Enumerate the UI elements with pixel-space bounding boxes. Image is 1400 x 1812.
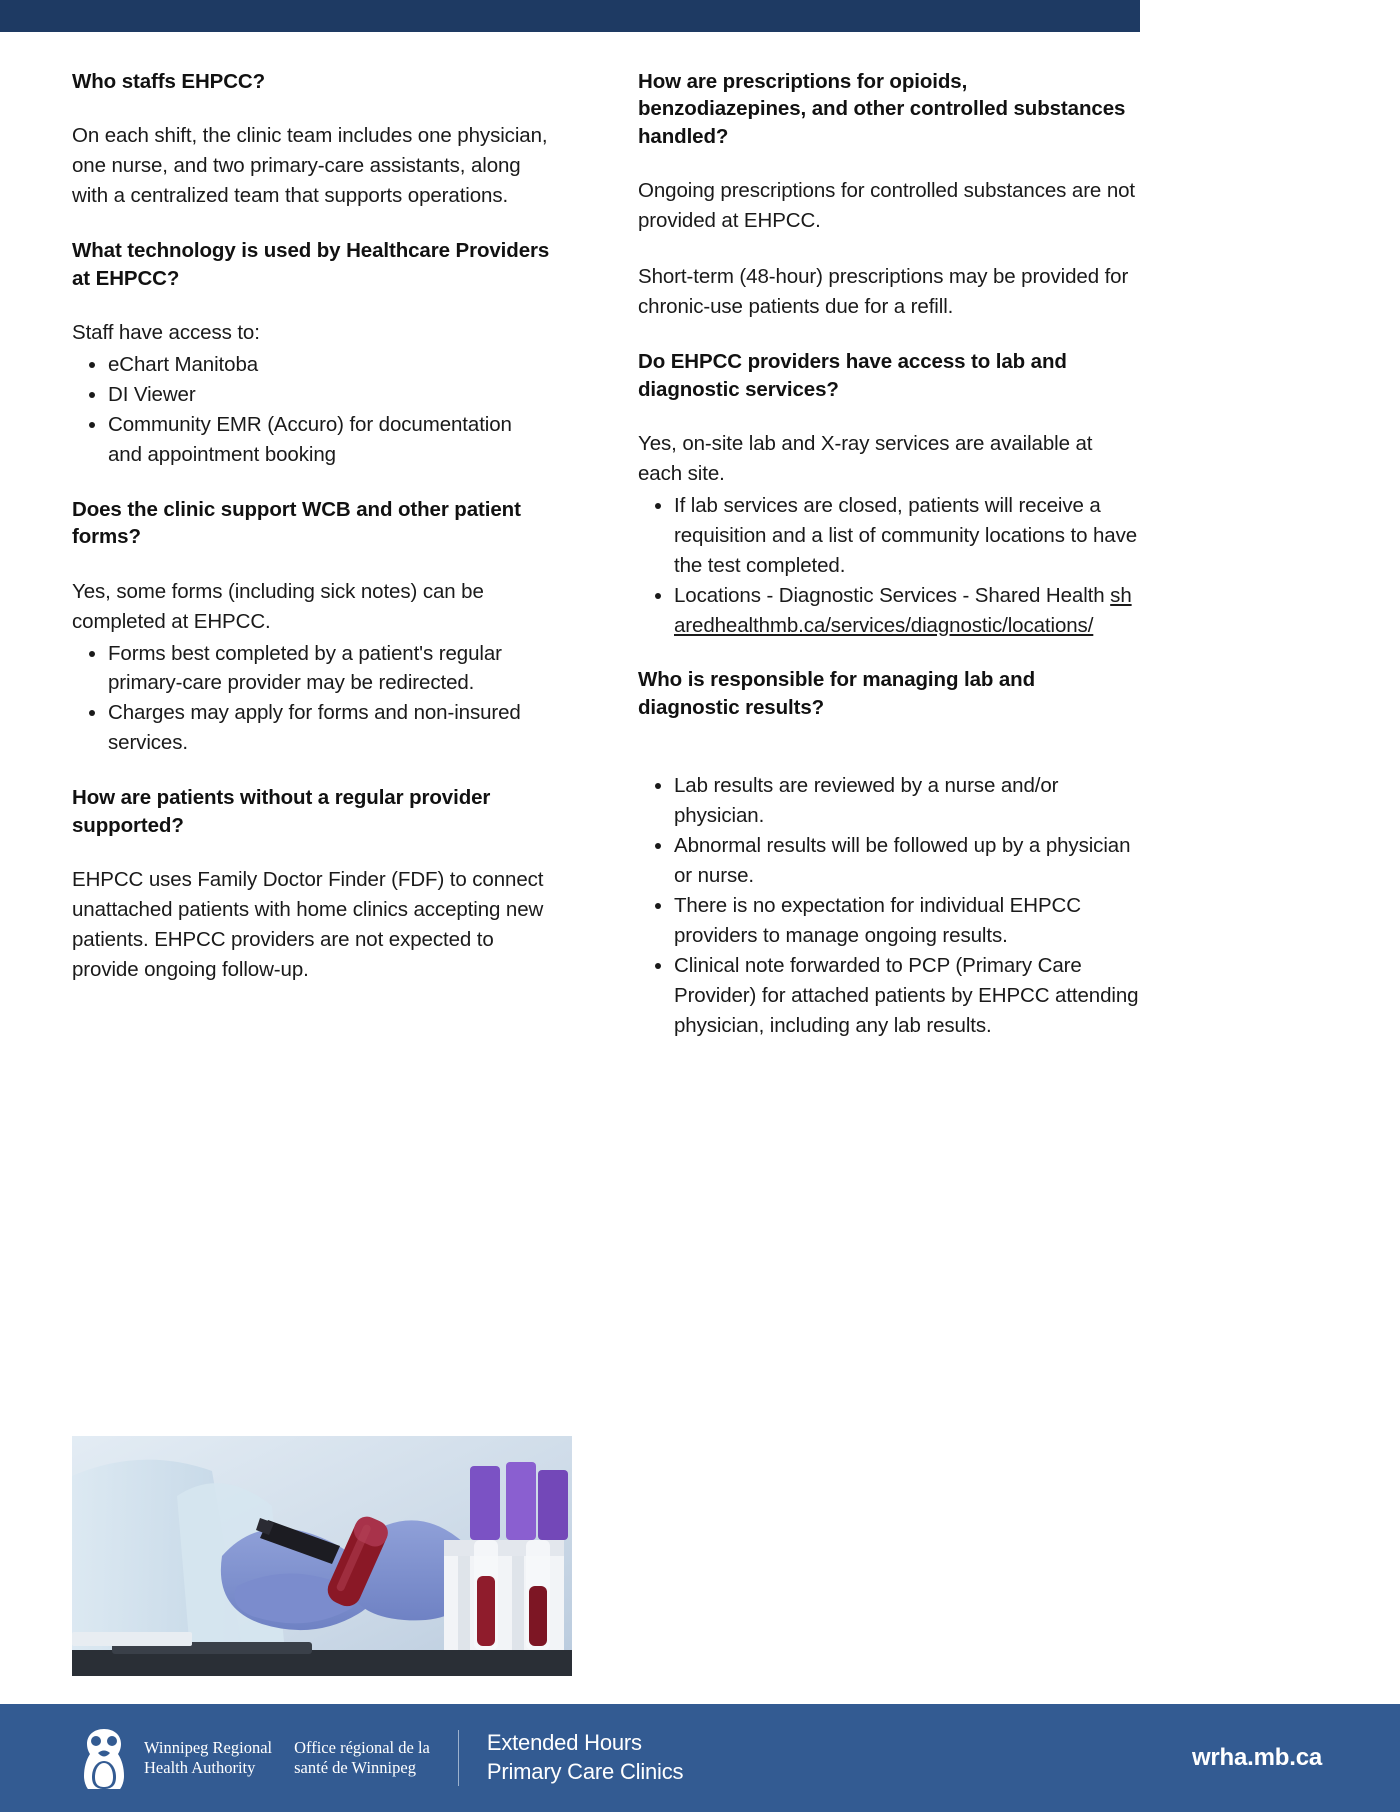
list-item: Lab results are reviewed by a nurse and/or physician. <box>638 771 1140 831</box>
answer-who-staffs: On each shift, the clinic team includes one physician, one nurse, and two primary-care assistants, along with a centralized team that supports operations. <box>72 124 548 208</box>
answer-lab-diagnostic-lead: Yes, on-site lab and X-ray services are available at each site. <box>638 432 1093 485</box>
list-item: eChart Manitoba <box>72 350 550 380</box>
program-name <box>487 1729 683 1786</box>
answer-controlled-substances-2: Short-term (48-hour) prescriptions may be provided for chronic-use patients due for a refill. <box>638 265 1129 319</box>
wcb-forms-bullet-list <box>72 639 550 759</box>
answer-wcb-forms-lead: Yes, some forms (including sick notes) can be completed at EHPCC. <box>72 579 484 633</box>
question-heading-lab-diagnostic-access: Do EHPCC providers have access to lab and diagnostic services? <box>638 350 1067 401</box>
wrha-name-french-line1: Office régional de la <box>294 1737 430 1757</box>
spacer <box>638 747 1140 771</box>
page-footer <box>0 1704 1400 1812</box>
wrha-name-english-line1: Winnipeg Regional <box>144 1737 273 1757</box>
list-item: Community EMR (Accuro) for documentation and appointment booking <box>72 410 550 470</box>
list-item: Abnormal results will be followed up by a physician or nurse. <box>638 831 1140 891</box>
question-heading-who-staffs: Who staffs EHPCC? <box>72 70 266 93</box>
faq-content <box>0 32 1140 1067</box>
shared-health-locations-text: Locations - Diagnostic Services - Shared Health <box>674 583 1111 607</box>
question-heading-technology: What technology is used by Healthcare Providers at EHPCC? <box>72 239 550 290</box>
right-column <box>570 68 1140 1067</box>
list-item: If lab services are closed, patients will receive a requisition and a list of community locations to have the test completed. <box>638 491 1140 581</box>
list-item: Forms best completed by a patient's regular primary-care provider may be redirected. <box>72 639 550 699</box>
list-item: DI Viewer <box>72 380 550 410</box>
answer-technology-lead: Staff have access to: <box>72 321 260 345</box>
wrha-name-english-line2: Health Authority <box>144 1758 256 1777</box>
list-item-with-link <box>638 581 1140 641</box>
wrha-logo-icon <box>78 1727 130 1789</box>
shared-health-locations-link[interactable]: sharedhealthmb.ca/services/diagnostic/locations/ <box>674 583 1132 637</box>
top-navy-bar <box>0 0 1140 32</box>
list-item: Charges may apply for forms and non-insured services. <box>72 698 550 758</box>
lab-diagnostic-bullet-list <box>638 491 1140 641</box>
question-heading-wcb-forms: Does the clinic support WCB and other patient forms? <box>72 497 521 549</box>
question-heading-managing-results: Who is responsible for managing lab and diagnostic results? <box>638 668 1036 719</box>
website-url[interactable]: wrha.mb.ca <box>1191 1744 1322 1771</box>
managing-results-bullet-list <box>638 771 1140 1040</box>
left-column <box>0 68 570 1067</box>
wrha-name-french-line2: santé de Winnipeg <box>294 1758 416 1777</box>
program-name-line1: Extended Hours <box>486 1730 642 1756</box>
question-heading-controlled-substances: How are prescriptions for opioids, benzodiazepines, and other controlled substances handled? <box>638 70 1126 148</box>
question-heading-no-regular-provider: How are patients without a regular provider supported? <box>72 786 491 837</box>
footer-divider <box>458 1730 459 1786</box>
list-item: There is no expectation for individual EHPCC providers to manage ongoing results. <box>638 891 1140 951</box>
list-item: Clinical note forwarded to PCP (Primary Care Provider) for attached patients by EHPCC attending physician, including any lab results. <box>638 951 1140 1041</box>
answer-controlled-substances-1: Ongoing prescriptions for controlled substances are not provided at EHPCC. <box>638 179 1136 233</box>
answer-no-regular-provider: EHPCC uses Family Doctor Finder (FDF) to connect unattached patients with home clinics accepting new patients. EHPCC providers are not expected to provide ongoing follow-up. <box>72 868 544 981</box>
technology-bullet-list <box>72 350 550 470</box>
lab-photo <box>72 1436 572 1676</box>
program-name-line2: Primary Care Clinics <box>486 1759 684 1784</box>
wrha-name-french <box>294 1738 430 1779</box>
wrha-logo-wordmark <box>144 1738 430 1779</box>
wrha-name-english <box>144 1738 272 1779</box>
